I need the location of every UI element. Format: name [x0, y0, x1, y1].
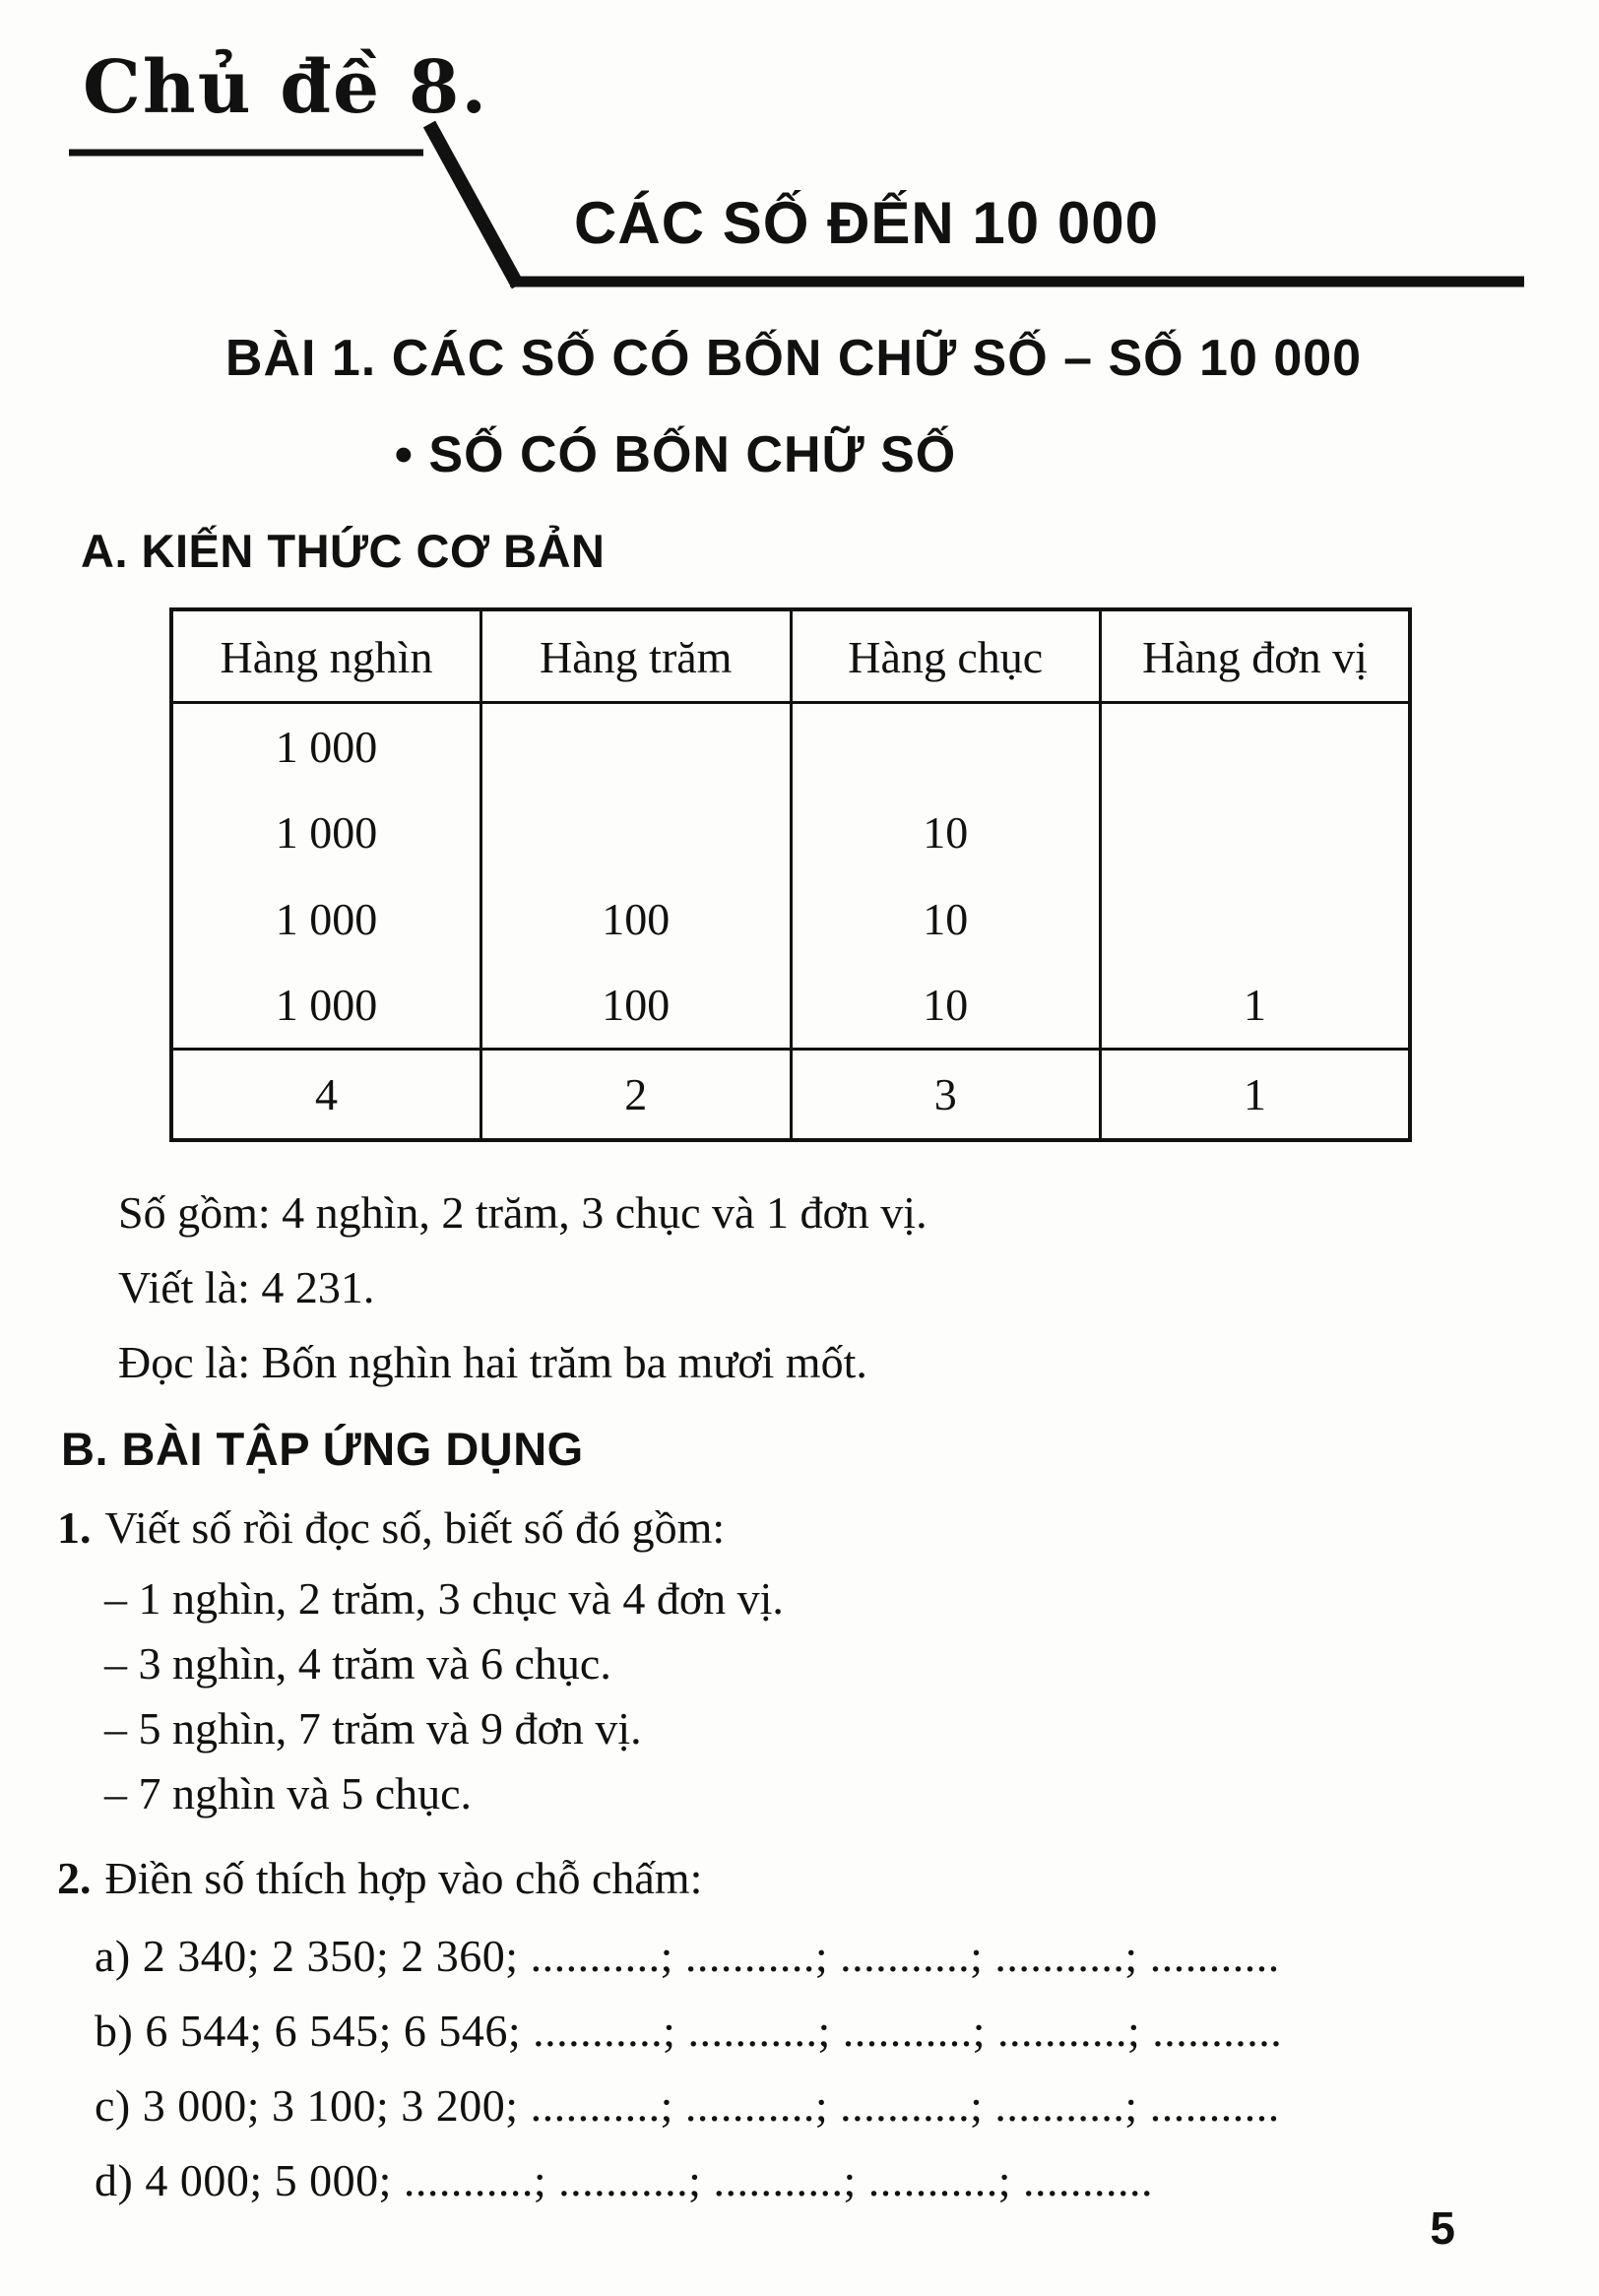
table-cell: 10 [791, 963, 1101, 1050]
knowledge-notes [118, 1176, 1530, 1400]
table-row [171, 703, 1410, 790]
section-b-heading: B. BÀI TẬP ỨNG DỤNG [61, 1422, 584, 1475]
summary-cell: 2 [481, 1050, 792, 1140]
exercise-2-number: 2. [57, 1852, 92, 1903]
table-cell: 10 [791, 876, 1101, 963]
table-cell: 1 [1101, 963, 1411, 1050]
place-value-table-body [171, 703, 1410, 1140]
table-cell: 1 000 [171, 790, 481, 876]
table-cell: 100 [481, 963, 792, 1050]
exercise-item: – 3 nghìn, 4 trăm và 6 chục. [104, 1637, 611, 1689]
page-number: 5 [1430, 2202, 1455, 2254]
note-line: Số gồm: 4 nghìn, 2 trăm, 3 chục và 1 đơn vị. [118, 1186, 927, 1238]
table-cell [791, 703, 1101, 790]
exercise-2-items [95, 1919, 1530, 2218]
col-header-thousands: Hàng nghìn [171, 609, 481, 703]
table-cell: 100 [481, 876, 792, 963]
section-a-heading: A. KIẾN THỨC CƠ BẢN [81, 525, 606, 577]
exercise-item: – 1 nghìn, 2 trăm, 3 chục và 4 đơn vị. [104, 1572, 784, 1624]
exercise-item: – 7 nghìn và 5 chục. [104, 1767, 473, 1818]
table-cell [1101, 876, 1411, 963]
exercise-item: d) 4 000; 5 000; ...........; ...........; ...........; ...........; ........... [95, 2154, 1153, 2205]
table-row [171, 876, 1410, 963]
table-cell [1101, 790, 1411, 876]
summary-cell: 3 [791, 1050, 1101, 1140]
table-cell [481, 703, 792, 790]
table-cell: 1 000 [171, 703, 481, 790]
col-header-hundreds: Hàng trăm [481, 609, 792, 703]
note-line: Đọc là: Bốn nghìn hai trăm ba mươi mốt. [118, 1336, 867, 1387]
place-value-table-head [171, 609, 1410, 703]
exercise-1-prompt: Viết số rồi đọc số, biết số đó gồm: [104, 1501, 726, 1553]
table-header-row [171, 609, 1410, 703]
lesson-subtitle: • SỐ CÓ BỐN CHỮ SỐ [394, 426, 957, 483]
summary-cell: 4 [171, 1050, 481, 1140]
exercise-2-prompt-line [57, 1850, 1530, 1907]
place-value-table [169, 607, 1412, 1142]
exercise-1-prompt-line [57, 1499, 1530, 1557]
exercise-1-items [104, 1566, 1530, 1826]
exercise-item: – 5 nghìn, 7 trăm và 9 đơn vị. [104, 1702, 642, 1754]
table-summary-row [171, 1050, 1410, 1140]
col-header-units: Hàng đơn vị [1101, 609, 1411, 703]
exercise-item: b) 6 544; 6 545; 6 546; ...........; ...........; ...........; ...........; ........... [95, 2005, 1283, 2056]
exercise-item: a) 2 340; 2 350; 2 360; ...........; ...........; ...........; ...........; ........... [95, 1930, 1280, 1981]
table-cell: 10 [791, 790, 1101, 876]
note-line: Viết là: 4 231. [118, 1261, 375, 1312]
table-cell [1101, 703, 1411, 790]
exercise-1-number: 1. [57, 1501, 92, 1553]
table-row [171, 790, 1410, 876]
table-cell: 1 000 [171, 876, 481, 963]
exercise-2 [57, 1850, 1530, 2218]
lesson-title: BÀI 1. CÁC SỐ CÓ BỐN CHỮ SỐ – SỐ 10 000 [224, 330, 1363, 387]
chapter-title: CÁC SỐ ĐẾN 10 000 [574, 190, 1159, 256]
exercise-item: c) 3 000; 3 100; 3 200; ...........; ...........; ...........; ...........; ........... [95, 2079, 1280, 2131]
table-row [171, 963, 1410, 1050]
summary-cell: 1 [1101, 1050, 1411, 1140]
exercise-2-prompt: Điền số thích hợp vào chỗ chấm: [104, 1852, 703, 1903]
table-cell [481, 790, 792, 876]
topic-label: Chủ đề 8. [83, 45, 489, 130]
exercise-1 [57, 1499, 1530, 1826]
col-header-tens: Hàng chục [791, 609, 1101, 703]
table-cell: 1 000 [171, 963, 481, 1050]
